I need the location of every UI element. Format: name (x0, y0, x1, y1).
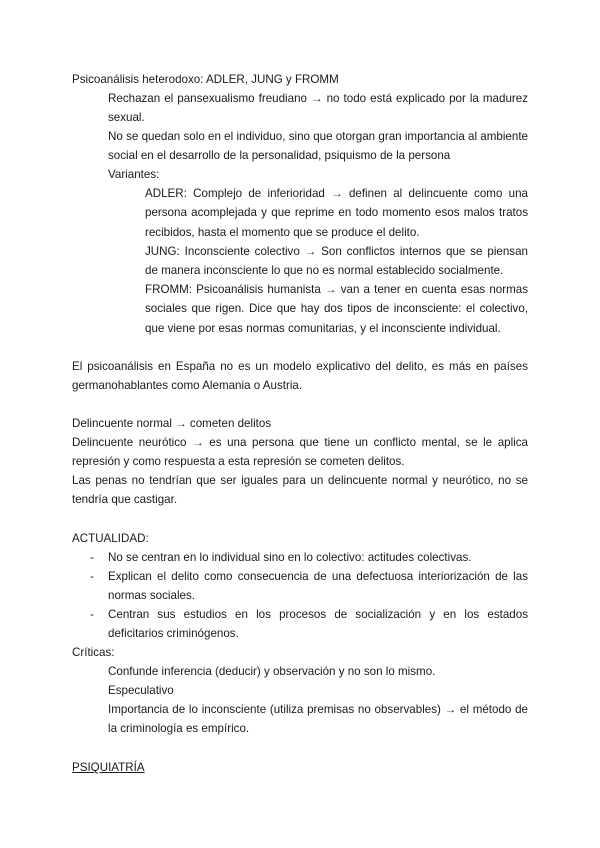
critica-especulativo: Especulativo (108, 684, 174, 697)
dash-bullet: - (90, 570, 94, 583)
variants-label: Variantes: (108, 168, 160, 181)
list-item-text: No se centran en lo individual sino en lo colectivo: actitudes colectivas. (108, 551, 472, 564)
variant-fromm: FROMM: Psicoanálisis humanista → van a tener en cuenta esas normas sociales que rigen. Dice que hay dos tipos de inconsciente: el colectivo, que viene por esas normas comunitarias, y el inconsciente individual. (145, 283, 528, 335)
delinquent-neurotic: Delincuente neurótico → es una persona que tiene un conflicto mental, se le aplica represión y como respuesta a esta represión se cometen delitos. (72, 436, 528, 469)
paragraph-ambiente-social: No se quedan solo en el individuo, sino que otorgan gran importancia al ambiente social en el desarrollo de la personalidad, psiquismo de la persona (108, 130, 528, 163)
paragraph-pansexualismo: Rechazan el pansexualismo freudiano → no todo está explicado por la madurez sexual. (108, 92, 528, 125)
list-item-text: Centran sus estudios en los procesos de socialización y en los estados deficitarios criminógenos. (108, 608, 528, 641)
list-item-text: Explican el delito como consecuencia de una defectuosa interiorización de las normas sociales. (108, 570, 528, 603)
variant-jung: JUNG: Inconsciente colectivo → Son conflictos internos que se piensan de manera inconsciente lo que no es normal establecido socialmente. (145, 245, 528, 278)
criticas-title: Críticas: (72, 646, 115, 659)
delinquent-normal: Delincuente normal → cometen delitos (72, 417, 272, 430)
dash-bullet: - (90, 608, 94, 621)
actualidad-title: ACTUALIDAD: (72, 532, 149, 545)
next-section-heading: PSIQUIATRÍA (72, 761, 145, 774)
variant-adler: ADLER: Complejo de inferioridad → definen al delincuente como una persona acomplejada y que reprime en todo momento esos malos tratos recibidos, hasta el momento que se produce el delito. (145, 187, 528, 239)
critica-inferencia: Confunde inferencia (deducir) y observación y no son lo mismo. (108, 665, 436, 678)
paragraph-spain: El psicoanálisis en España no es un modelo explicativo del delito, es más en países germanohablantes como Alemania o Austria. (72, 360, 528, 393)
critica-inconsciente: Importancia de lo inconsciente (utiliza premisas no observables) → el método de la criminología es empírico. (108, 703, 528, 736)
section-title: Psicoanálisis heterodoxo: ADLER, JUNG y FROMM (72, 73, 339, 86)
dash-bullet: - (90, 551, 94, 564)
penalties-paragraph: Las penas no tendrían que ser iguales para un delincuente normal y neurótico, no se tendría que castigar. (72, 474, 528, 507)
